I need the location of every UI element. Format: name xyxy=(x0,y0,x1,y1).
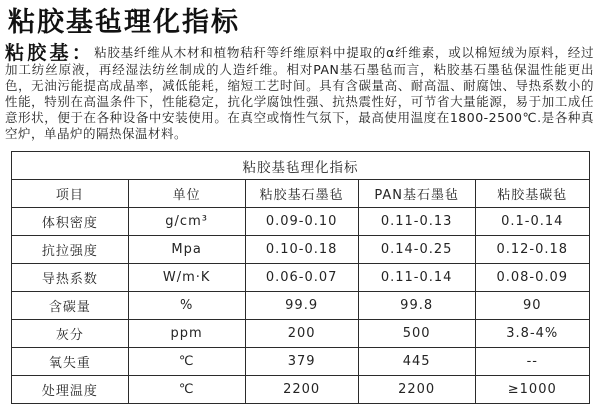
cell-value: 379 xyxy=(245,348,358,376)
cell-value: 445 xyxy=(358,348,475,376)
cell-value: ≥1000 xyxy=(475,376,589,404)
cell-value: 0.12-0.18 xyxy=(475,236,589,264)
cell-value: ℃ xyxy=(128,376,245,404)
table-header-row xyxy=(12,180,590,208)
column-header-unit: 单位 xyxy=(128,180,245,208)
table-row xyxy=(12,348,590,376)
table-row xyxy=(12,292,590,320)
cell-value: Mpa xyxy=(128,236,245,264)
intro-lead-label: 粘胶基： xyxy=(5,42,95,64)
row-label: 抗拉强度 xyxy=(12,236,129,264)
intro-body-text: 粘胶基纤维从木材和植物秸秆等纤维原料中提取的α纤维素，或以棉短绒为原料，经过加工纺丝原液，再经湿法纺丝制成的人造纤维。相对PAN基石墨毡而言，粘胶基石墨毡保温性能更出色，无油污能提高成晶率，减低能耗，缩短工艺时间。具有含碳量高、耐高温、耐腐蚀、导热系数小的性能，特别在高温条件下，性能稳定，抗化学腐蚀性强、抗热震性好，可节省大量能源，易于加工成任意形状，便于在各种设备中安装使用。在真空或惰性气氛下，最高使用温度在1800-2500℃.是各种真空炉，单晶炉的隔热保温材料。 xyxy=(5,45,594,141)
row-label: 导热系数 xyxy=(12,264,129,292)
column-header-viscose-graphite: 粘胶基石墨毡 xyxy=(245,180,358,208)
table-row xyxy=(12,376,590,404)
cell-value: 99.9 xyxy=(245,292,358,320)
cell-value: 0.10-0.18 xyxy=(245,236,358,264)
row-label: 灰分 xyxy=(12,320,129,348)
cell-value: 0.14-0.25 xyxy=(358,236,475,264)
spec-table xyxy=(11,151,590,404)
column-header-item: 项目 xyxy=(12,180,129,208)
cell-value: 0.11-0.14 xyxy=(358,264,475,292)
spec-table-body xyxy=(12,208,590,404)
row-label: 氧失重 xyxy=(12,348,129,376)
cell-value: 0.06-0.07 xyxy=(245,264,358,292)
row-label: 处理温度 xyxy=(12,376,129,404)
table-row xyxy=(12,264,590,292)
cell-value: 0.09-0.10 xyxy=(245,208,358,236)
row-label: 含碳量 xyxy=(12,292,129,320)
table-caption-row xyxy=(12,152,590,180)
cell-value: 200 xyxy=(245,320,358,348)
cell-value: 2200 xyxy=(358,376,475,404)
table-row xyxy=(12,236,590,264)
cell-value: 3.8-4% xyxy=(475,320,589,348)
table-row xyxy=(12,320,590,348)
cell-value: 2200 xyxy=(245,376,358,404)
cell-value: 90 xyxy=(475,292,589,320)
cell-value: 99.8 xyxy=(358,292,475,320)
cell-value: -- xyxy=(475,348,589,376)
cell-value: ppm xyxy=(128,320,245,348)
cell-value: W/m·K xyxy=(128,264,245,292)
row-label: 体积密度 xyxy=(12,208,129,236)
column-header-pan-graphite: PAN基石墨毡 xyxy=(358,180,475,208)
column-header-viscose-carbon: 粘胶基碳毡 xyxy=(475,180,589,208)
cell-value: g/cm³ xyxy=(128,208,245,236)
cell-value: 500 xyxy=(358,320,475,348)
table-caption: 粘胶基毡理化指标 xyxy=(12,152,590,180)
cell-value: 0.08-0.09 xyxy=(475,264,589,292)
cell-value: ℃ xyxy=(128,348,245,376)
table-row xyxy=(12,208,590,236)
intro-paragraph xyxy=(5,42,594,142)
cell-value: % xyxy=(128,292,245,320)
page-title: 粘胶基毡理化指标 xyxy=(8,7,240,38)
cell-value: 0.1-0.14 xyxy=(475,208,589,236)
cell-value: 0.11-0.13 xyxy=(358,208,475,236)
